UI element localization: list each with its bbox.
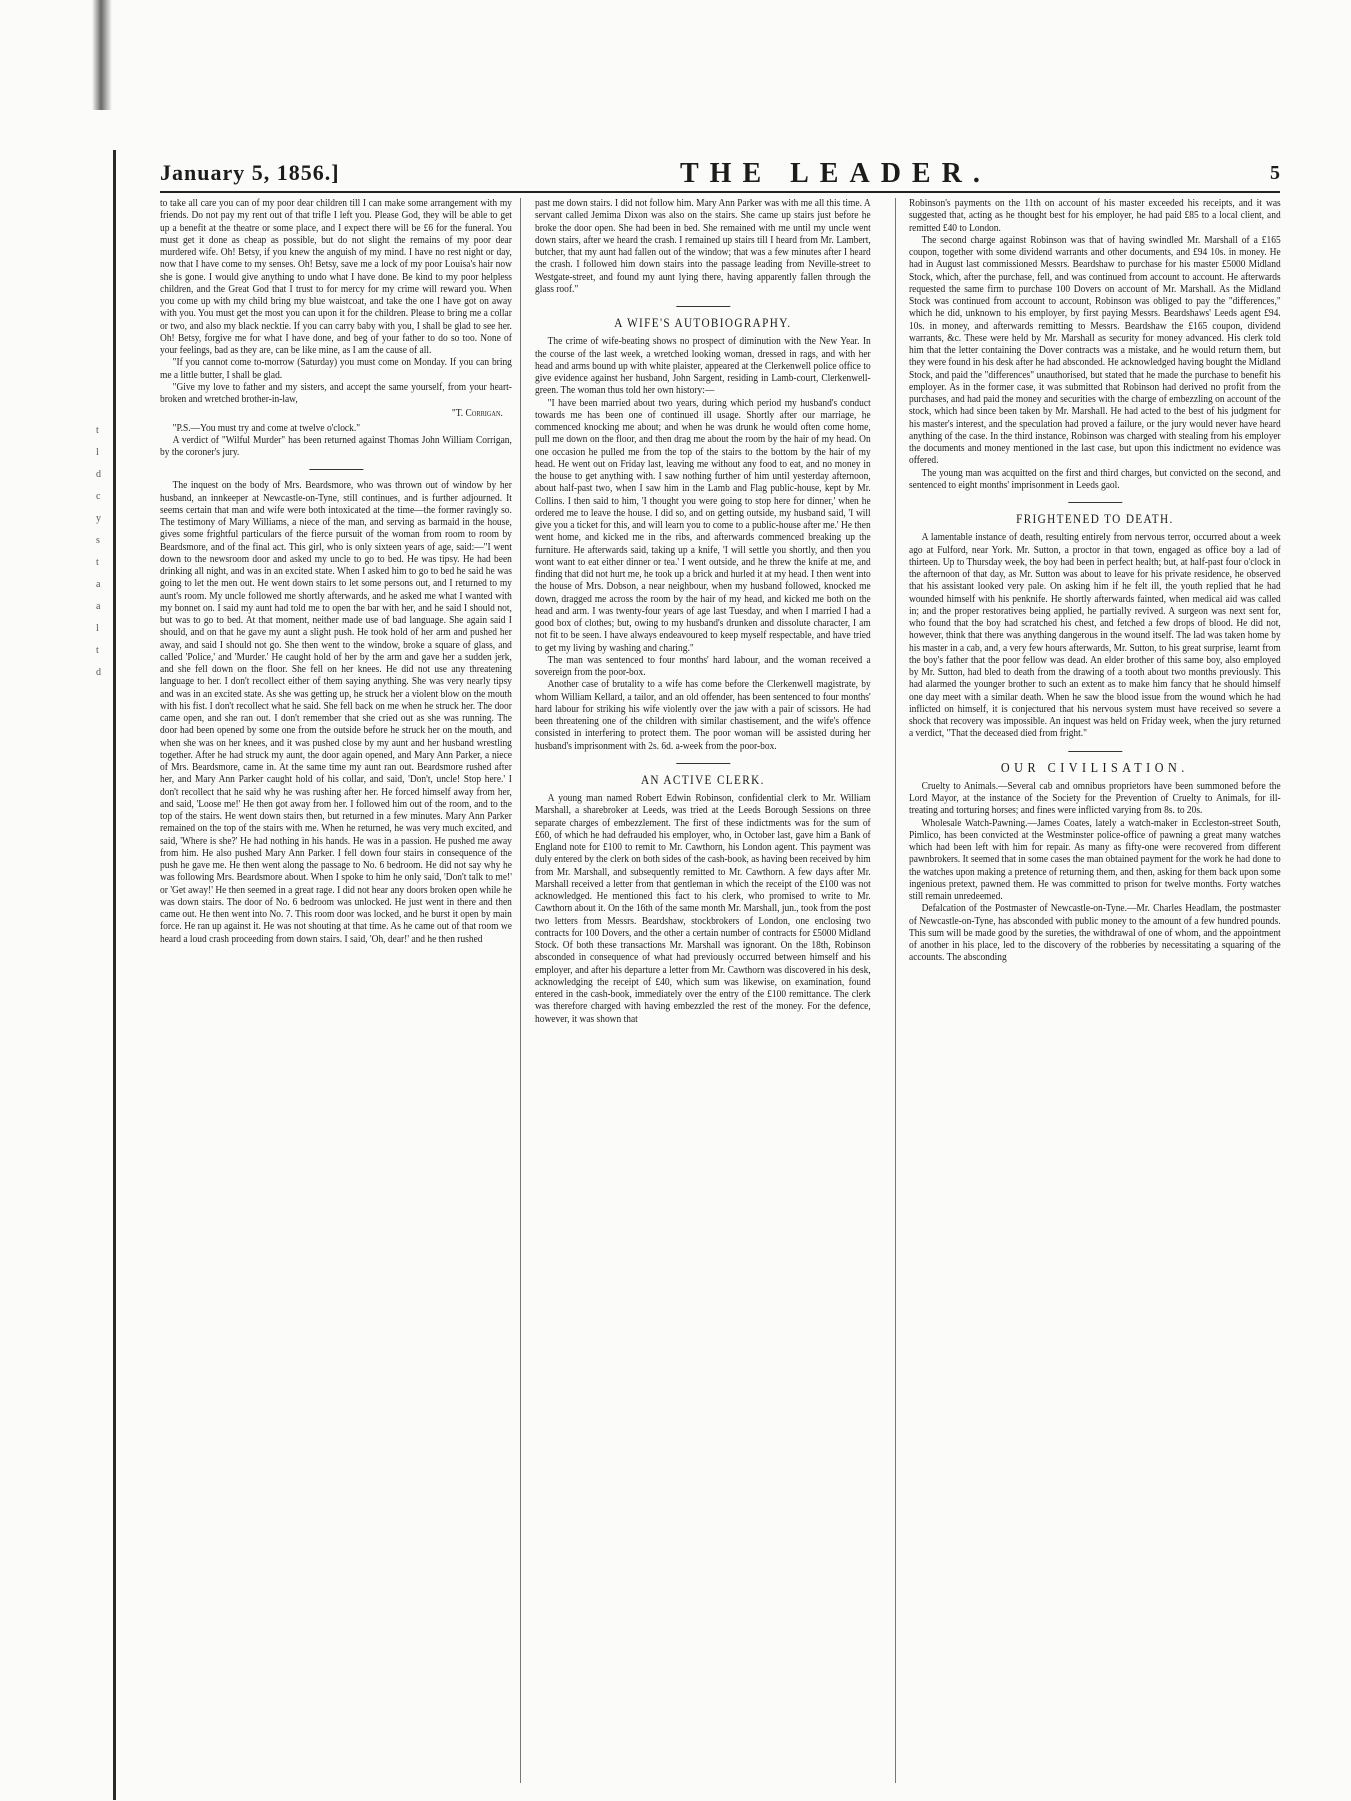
column-3 bbox=[909, 198, 1281, 1783]
heading-our-civilisation: OUR CIVILISATION. bbox=[1000, 759, 1189, 775]
newspaper-title: THE LEADER. bbox=[680, 158, 991, 189]
kellard-case: Another case of brutality to a wife has come before the Clerkenwell magistrate, by whom William Kellard, a tailor, and an old offender, has been sentenced to four months' hard labour for striking his wife violently over the jaw with a pair of scissors. He had been threatening one of the children with similar chastisement, and the wife's offence consisted in interfering to protect them. The poor woman will be assisted during her husband's imprisonment with 2s. 6d. a-week from the poor-box. bbox=[535, 679, 871, 752]
fright-story: A lamentable instance of death, resulting entirely from nervous terror, occurred about a week ago at Fulford, near York. Mr. Sutton, a proctor in that town, engaged as office boy a lad of thirteen. Up to Thursday week, the boy had been in perfect health; but, at half-past four o'clock in the afternoon of that day, as Mr. Sutton was about to leave for his private residence, he observed that his assistant looked very pale. On asking him if he felt ill, the youth replied that he had wounded himself with his penknife. He shortly afterwards fainted, when medical aid was called in; and the proper restoratives being applied, he partially revived. A surgeon was next sent for, who found that the boy had scratched his chest, and fetched a few drops of blood. He did not, however, think that there was anything dangerous in the wound itself. The lad was taken home by his master in a cab, and, a very few hours afterwards, Mr. Sutton, to his great surprise, learnt from the boy's father that the poor fellow was dead. An elder brother of this same boy, also employed by Mr. Sutton, had bled to death from the drawing of a tooth about two months previously. This had alarmed the younger brother to such an extent as to make him fancy that he should himself one day meet with a similar death. When he saw the blood issue from the wound which he had inflicted on himself, it is conjectured that his nervous system must have received so severe a shock that recovery was impossible. An inquest was held on Friday week, when the jury returned a verdict, "That the deceased died from fright." bbox=[909, 532, 1281, 740]
wife-beating-intro: The crime of wife-beating shows no prospect of diminution with the New Year. In the course of the last week, a wretched looking woman, dressed in rags, and with her head and arms bound up with white plaister, appeared at the Clerkenwell police office to give evidence against her husband, John Sargent, residing in Lamb-court, Clerkenwell-green. The woman thus told her own history:— bbox=[535, 336, 871, 397]
page-binding-rule bbox=[113, 150, 116, 1800]
corrigan-letter-closing: "Give my love to father and my sisters, and accept the same yourself, from your heart-broken and wretched brother-in-law, bbox=[160, 381, 512, 405]
wife-testimony: "I have been married about two years, during which period my husband's conduct towards me has been one of continued ill usage. Shortly after our marriage, he commenced knocking me about; and when he was drunk he would often come home, pull me down on the floor, and then drag me about the room by the hair of my head. On one occasion he pulled me from the top of the stairs to the bottom by the hair of my head. He went out on Friday last, leaving me without any food to eat, and no money in the house to get anything with. I saw nothing further of him until yesterday afternoon, about half-past two, when I saw him in the Lamb and Flag public-house, kept by Mr. Collins. I then said to him, 'I thought you were going to stop here for dinner,' when he ordered me to leave the house. I did so, and on getting outside, my husband said, 'I will give you a ticket for this, and will learn you to come to a public-house after me.' He then went home, and kicked me in the ribs, and afterwards commenced breaking up the furniture. He afterwards said, taking up a knife, 'I will settle you shortly, and then you wont want to eat either dinner or tea.' I went outside, and he threw the knife at me, and finding that did not hurt me, he took up a brick and hurled it at my head. I then went into the house of Mrs. Dobson, a near neighbour, when my husband followed, knocked me down, dragged me across the room by the hair of my head, and kicked me both on the head and arm. I was twenty-four years of age last Tuesday, and when I married I had a good box of clothes; but, owing to my husband's drunken and dissolute character, I am not fit to be seen. I have always endeavoured to keep myself respectable, and have tried to get my living by washing and charing." bbox=[535, 397, 871, 654]
corrigan-signature: "T. Corrigan. bbox=[451, 408, 503, 420]
beardsmore-inquest: The inquest on the body of Mrs. Beardsmore, who was thrown out of window by her husband, an innkeeper at Newcastle-on-Tyne, still continues, and is further adjourned. It seems certain that man and wife were both intoxicated at the time—the former ravingly so. The testimony of Mary Williams, a niece of the man, and serving as barmaid in the house, gives some frightful particulars of the fierce pursuit of the woman from room to room by Beardsmore, and of the final act. This girl, who is only sixteen years of age, said:—"I went down to the newsroom door and asked my uncle to go to bed. He was tipsy. He had been drinking all night, and was in an excited state. When I asked him to go to bed he said he was going to let the men out. He went down stairs to let some persons out, and I returned to my aunt's room. My uncle followed me shortly afterwards, and he asked me what I wanted with my bonnet on. I said my aunt had told me to open the bar with her, and he said I should not, but was to go to bed. At that moment, neither made use of bad language. She again said I should, and on that he gave my aunt a slight push. He took hold of her arm and pushed her away, and said I should not go. She then went to the window, broke a square of glass, and called 'Police,' and 'Murder.' He caught hold of her by the arm and gave her a sudden jerk, and she fell down on the floor. She fell on her knees. He did not use any threatening language to her. I don't recollect either of them saying anything. She was very nearly tipsy and was in an excited state. As she was getting up, he struck her a violent blow on the mouth with his fist. I don't recollect what he said. She fell back on me when he struck her. The door came open, and she ran out. I don't remember that she cried out as she was running. The door had been opened by some one from the outside before he struck her on the mouth, and when she was on her knees, and it was pushed close by my aunt and her husband wrestling together. After he had struck my aunt, the door again opened, and Mary Ann Parker, a niece of Mrs. Beardsmore, came in. At the same time my aunt ran out. Beardsmore rushed after her, and Mary Ann Parker caught hold of his collar, and said, 'Don't, uncle! Stop here.' I don't recollect that he said why he was rushing after her. He forced himself away from her, and said, 'Loose me!' He then got away from her. I followed him out of the room, and to the top of the stairs. He went down stairs then, but returned in a few minutes. Mary Ann Parker remained on the top of the stairs with me. When he returned, he was very much excited, and said, 'Where is she?' He had nothing in his hands. He was in a passion. He pushed me away from him. He also pushed Mary Ann Parker. I fell down four stairs in consequence of the push he gave me. He then went along the passage to No. 6 bedroom. He did not say why he was following Mrs. Beardsmore about. When I spoke to him he only said, 'Don't talk to me!' or 'Get away!' He then seemed in a great rage. I did not hear any doors broken open while he was down stairs. The door of No. 6 bedroom was unlocked. He just went in there and then came out. He then went into No. 7. This room door was locked, and he burst it open by main force. He ran up against it. He was not shouting at that time. As he came out of that room we heard a loud crash proceeding from down stairs. I said, 'Oh, dear!' and he then rushed bbox=[160, 480, 512, 945]
column-1 bbox=[160, 198, 512, 1783]
heading-active-clerk: AN ACTIVE CLERK. bbox=[640, 772, 765, 787]
issue-date: January 5, 1856.] bbox=[160, 160, 340, 185]
heading-wifes-autobiography: A WIFE'S AUTOBIOGRAPHY. bbox=[614, 316, 792, 330]
robinson-case-continued: Robinson's payments on the 11th on account of his master exceeded his receipts, and it was suggested that, acting as he thought best for his employer, he had paid £85 to a local client, and remitted £40 to London. bbox=[909, 198, 1281, 234]
masthead bbox=[160, 160, 1280, 190]
heading-frightened-to-death: FRIGHTENED TO DEATH. bbox=[1016, 512, 1174, 526]
column-rule-1 bbox=[520, 198, 521, 1783]
section-separator bbox=[676, 306, 730, 307]
column-rule-2 bbox=[895, 198, 896, 1783]
corrigan-letter-text: to take all care you can of my poor dear children till I can make some arrangement with my friends. Do not pay my rent out of that trifle I left you. Please God, they will be able to get up a benefit at the theatre or some place, and I expect there will be £6 for the funeral. You must get it done as cheap as possible, but do not slight the remains of my poor dear murdered wife. Oh! Betsy, if you knew the anguish of my mind. I have no rest night or day, now that I have come to my senses. Oh! Betsy, save me a lock of my poor Louisa's hair now she is gone. I would give anything to undo what I have done. Be kind to my poor helpless children, and the Great God that I trust to for mercy for my crime will reward you. When you come up with my child bring my blue waistcoat, and take the one I have got on away with you. You must get the most you can upon it for the children. Please to bring me a collar or two, and also my black necktie. If you can carry baby with you, I shall be glad to see her. Oh! Betsy, forgive me for what I have done, and beg of your father to do so too. None of your feelings, bad as they are, can be like mine, as I am the cause of all. bbox=[160, 198, 512, 356]
section-separator bbox=[676, 763, 730, 764]
robinson-second-charge: The second charge against Robinson was that of having swindled Mr. Marshall of a £165 coupon, together with some dividend warrants and other documents, and £94 10s. in money. He had in August last commissioned Messrs. Beardshaw to purchase for his master £5000 Midland Stock, which, after the purchase, fell, and was continued from account to account. He afterwards requested the same firm to purchase 100 Dovers on account of Mr. Marshall. As the Midland Stock was continued from account to account, Robinson was obliged to pay the "differences," which he did, unknown to his employer, by first paying Messrs. Beardshaws' Leeds agent £94. 10s. in money, and afterwards remitting to Messrs. Beardshaw the £165 coupon, dividend warrants, &c. These were held by Mr. Marshall as security for money advanced. His clerk told him that the letter containing the Dover contracts was a mistake, and he would return them, but they were found in his desk after he had absconded. He acknowledged having bought the Midland Stock, and paid the "differences" unauthorised, but stated that he made the purchase to benefit his employer. As in the former case, it was submitted that Robinson had derived no profit from the purchases, and had paid the money and securities with the charge of embezzling on account of the stock, which had since been taken by Mr. Marshall. He had acted to the best of his judgment for his master's interest, and the speculation had proved a failure, or the jury would never have heard anything of the case. In the third instance, Robinson was charged with stealing from his employer the documents and money mentioned in the last case, but upon this indictment no evidence was offered. bbox=[909, 234, 1281, 467]
postmaster-defalcation: Defalcation of the Postmaster of Newcastle-on-Tyne.—Mr. Charles Headlam, the postmaster of Newcastle-on-Tyne, has absconded with public money to the amount of a few hundred pounds. This sum will be made good by the sureties, the withdrawal of one of whom, and the appointment of another in his place, led to the discovery of the robberies by necessitating a squaring of the accounts. The absconding bbox=[909, 903, 1281, 964]
margin-bleedthrough: t l d c y s t a a l t d bbox=[96, 425, 101, 678]
corrigan-verdict: A verdict of "Wilful Murder" has been returned against Thomas John William Corrigan, by the coroner's jury. bbox=[160, 434, 512, 458]
masthead-rule bbox=[160, 191, 1280, 193]
section-separator bbox=[309, 469, 363, 470]
page-number: 5 bbox=[1270, 162, 1280, 184]
cruelty-to-animals: Cruelty to Animals.—Several cab and omnibus proprietors have been summoned before the Lord Mayor, at the instance of the Society for the Prevention of Cruelty to Animals, for ill-treating and torturing horses; and fines were inflicted varying from 8s. to 20s. bbox=[909, 780, 1281, 817]
inquest-continued: past me down stairs. I did not follow him. Mary Ann Parker was with me all this time. A servant called Jemima Dixon was also on the stairs. She came up stairs just before he broke the door open. She had been in bed. She remained with me until my uncle went down stairs, after we heard the crash. I remained up stairs till I heard from Mr. Lambert, butcher, that my aunt had fallen out of the window; that was a few minutes after I heard the crash. I followed him down stairs into the passage leading from Neville-street to Westgate-street, and found my aunt lying there, having apparently fallen through the glass roof." bbox=[535, 198, 871, 295]
wife-sentence: The man was sentenced to four months' hard labour, and the woman received a sovereign from the poor-box. bbox=[535, 654, 871, 678]
corrigan-letter-ps: "P.S.—You must try and come at twelve o'clock." bbox=[172, 422, 361, 434]
section-separator bbox=[1068, 751, 1122, 752]
watch-pawning: Wholesale Watch-Pawning.—James Coates, lately a watch-maker in Eccleston-street South, Pimlico, has been convicted at the Westminster police-office of pawning a great many watches which had been left with him for repair. As many as fifty-one were recovered from different pawnbrokers. It seemed that in some cases the man obtained payment for the work he had done to the watches upon making a pretence of returning them, and then, asking for them back upon some ingenious pretext, pawned them. He was committed to prison for twelve months. Forty watches still remain unredeemed. bbox=[909, 817, 1281, 902]
corrigan-letter-postscript-1: "If you cannot come to-morrow (Saturday) you must come on Monday. If you can bring me a little butter, I shall be glad. bbox=[160, 357, 512, 381]
section-separator bbox=[1068, 502, 1122, 503]
robinson-verdict: The young man was acquitted on the first and third charges, but convicted on the second, and sentenced to eight months' imprisonment in Leeds gaol. bbox=[909, 467, 1281, 491]
column-2 bbox=[535, 198, 871, 1783]
page-binding-shadow bbox=[92, 0, 112, 110]
robinson-case: A young man named Robert Edwin Robinson, confidential clerk to Mr. William Marshall, a sharebroker at Leeds, was tried at the Leeds Borough Sessions on three separate charges of embezzlement. The first of these indictments was for the sum of £60, of which he had defrauded his employer, who, in October last, gave him a Bank of England note for £100 to remit to Mr. Cawthorn, his London agent. This payment was duly entered by the clerk on both sides of the cash-book, as having been received by him from Mr. Marshall, and subsequently remitted to Mr. Cawthorn. A few days after Mr. Marshall received a letter from that gentleman in which the receipt of the £100 was not acknowledged. He mentioned this fact to his clerk, who promised to write to Mr. Cawthorn about it. On the 16th of the same month Mr. Marshall, jun., took from the post two letters from Messrs. Beardshaw, stockbrokers of London, one enclosing two contracts for 100 Dovers, and the other a certain number of contracts for £5000 Midland Stock. Of both these transactions Mr. Marshall was ignorant. On the 18th, Robinson absconded in consequence of what had previously occurred between himself and his employer, and after his departure a letter from Mr. Cawthorn was discovered in his desk, acknowledging the receipt of £40, which sum was likewise, on examination, found entered in the cash-book, immediately over the entry of the £100 remittance. The clerk was therefore charged with having embezzled the rest of the money. For the defence, however, it was shown that bbox=[535, 793, 871, 1025]
